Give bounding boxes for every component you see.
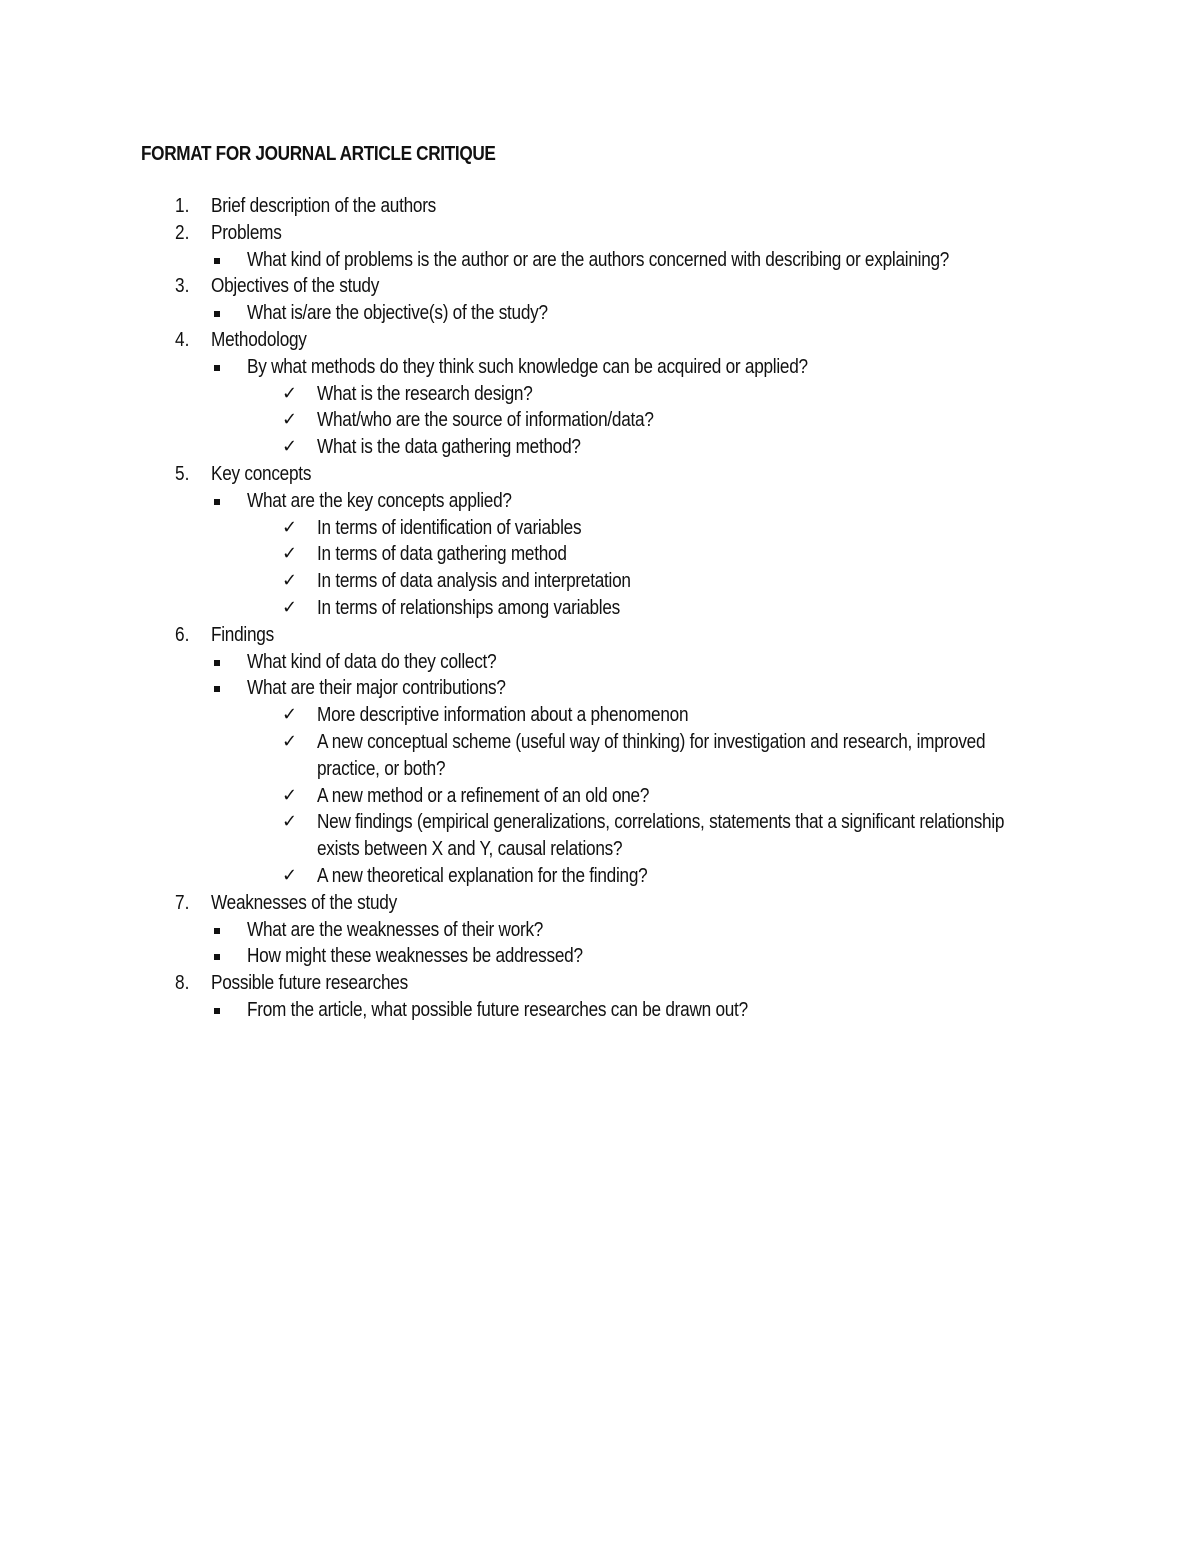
item-number: 2. [175, 221, 190, 244]
outline-item [0, 327, 1200, 354]
check-item-text: In terms of data gathering method [317, 543, 567, 566]
sub-item-text: By what methods do they think such knowledge can be acquired or applied? [247, 355, 808, 378]
check-item-text: A new theoretical explanation for the finding? [317, 864, 648, 887]
sub-item-text: How might these weaknesses be addressed? [247, 945, 583, 968]
critique-outline [0, 193, 1200, 1024]
square-bullet-icon [214, 954, 220, 960]
item-label: Possible future researches [211, 972, 408, 995]
check-item-continuation [0, 836, 1200, 863]
item-label: Objectives of the study [211, 275, 380, 298]
square-bullet-icon [214, 311, 220, 317]
check-item [0, 863, 1200, 890]
check-item-text: In terms of identification of variables [317, 516, 582, 539]
check-item-text: In terms of data analysis and interpretation [317, 570, 631, 593]
item-number: 5. [175, 462, 190, 485]
checkmark-icon: ✓ [282, 864, 298, 886]
sub-item-text: What are the key concepts applied? [247, 489, 512, 512]
sub-item [0, 300, 1200, 327]
check-item [0, 595, 1200, 622]
check-item-text: What is the data gathering method? [317, 436, 581, 459]
check-item-text: What is the research design? [317, 382, 533, 405]
check-item-text: A new method or a refinement of an old one? [317, 784, 650, 807]
sub-item-text: What are the weaknesses of their work? [247, 918, 544, 941]
check-item [0, 809, 1200, 836]
outline-item [0, 890, 1200, 917]
sub-item-text: From the article, what possible future researches can be drawn out? [247, 998, 748, 1021]
outline-item [0, 461, 1200, 488]
sub-item [0, 943, 1200, 970]
sub-item [0, 649, 1200, 676]
checkmark-icon: ✓ [282, 596, 298, 618]
item-label: Weaknesses of the study [211, 891, 397, 914]
square-bullet-icon [214, 365, 220, 371]
checkmark-icon: ✓ [282, 811, 298, 833]
checkmark-icon: ✓ [282, 730, 298, 752]
checkmark-icon: ✓ [282, 704, 298, 726]
check-item [0, 729, 1200, 756]
item-label: Findings [211, 623, 274, 646]
outline-item [0, 273, 1200, 300]
check-item-text: In terms of relationships among variables [317, 596, 621, 619]
square-bullet-icon [214, 660, 220, 666]
square-bullet-icon [214, 499, 220, 505]
checkmark-icon: ✓ [282, 382, 298, 404]
sub-item [0, 354, 1200, 381]
square-bullet-icon [214, 686, 220, 692]
check-item [0, 381, 1200, 408]
check-item [0, 515, 1200, 542]
check-item [0, 407, 1200, 434]
check-item [0, 702, 1200, 729]
check-item-text: New findings (empirical generalizations, correlations, statements that a significant relationship [317, 811, 1005, 834]
check-item [0, 434, 1200, 461]
check-item [0, 783, 1200, 810]
item-number: 4. [175, 328, 190, 351]
checkmark-icon: ✓ [282, 543, 298, 565]
checkmark-icon: ✓ [282, 409, 298, 431]
checkmark-icon: ✓ [282, 570, 298, 592]
check-item-text: What/who are the source of information/data? [317, 409, 654, 432]
sub-item [0, 917, 1200, 944]
item-number: 1. [175, 195, 190, 217]
item-number: 8. [175, 972, 190, 995]
item-number: 3. [175, 275, 190, 298]
item-label: Problems [211, 221, 282, 244]
sub-item-text: What kind of data do they collect? [247, 650, 497, 673]
sub-item-text: What are their major contributions? [247, 677, 506, 700]
item-label: Key concepts [211, 462, 312, 485]
checkmark-icon: ✓ [282, 516, 298, 538]
outline-item [0, 622, 1200, 649]
check-item-text-continued: exists between X and Y, causal relations? [317, 838, 623, 861]
sub-item [0, 247, 1200, 274]
check-item [0, 541, 1200, 568]
item-label: Methodology [211, 328, 307, 351]
check-item-text-continued: practice, or both? [317, 757, 446, 780]
check-item-continuation [0, 756, 1200, 783]
outline-item [0, 970, 1200, 997]
checkmark-icon: ✓ [282, 436, 298, 458]
square-bullet-icon [214, 1008, 220, 1014]
checkmark-icon: ✓ [282, 784, 298, 806]
check-item-text: A new conceptual scheme (useful way of thinking) for investigation and research, improved [317, 730, 986, 753]
sub-item [0, 675, 1200, 702]
sub-item-text: What kind of problems is the author or are the authors concerned with describing or explaining? [247, 248, 950, 271]
outline-item [0, 220, 1200, 247]
sub-item-text: What is/are the objective(s) of the study? [247, 302, 548, 325]
check-item-text: More descriptive information about a phenomenon [317, 704, 689, 727]
item-number: 6. [175, 623, 190, 646]
sub-item [0, 488, 1200, 515]
sub-item [0, 997, 1200, 1024]
square-bullet-icon [214, 258, 220, 264]
item-label: Brief description of the authors [211, 195, 437, 217]
item-number: 7. [175, 891, 190, 914]
document-title: FORMAT FOR JOURNAL ARTICLE CRITIQUE [141, 143, 496, 165]
outline-item [0, 193, 1200, 220]
square-bullet-icon [214, 928, 220, 934]
check-item [0, 568, 1200, 595]
